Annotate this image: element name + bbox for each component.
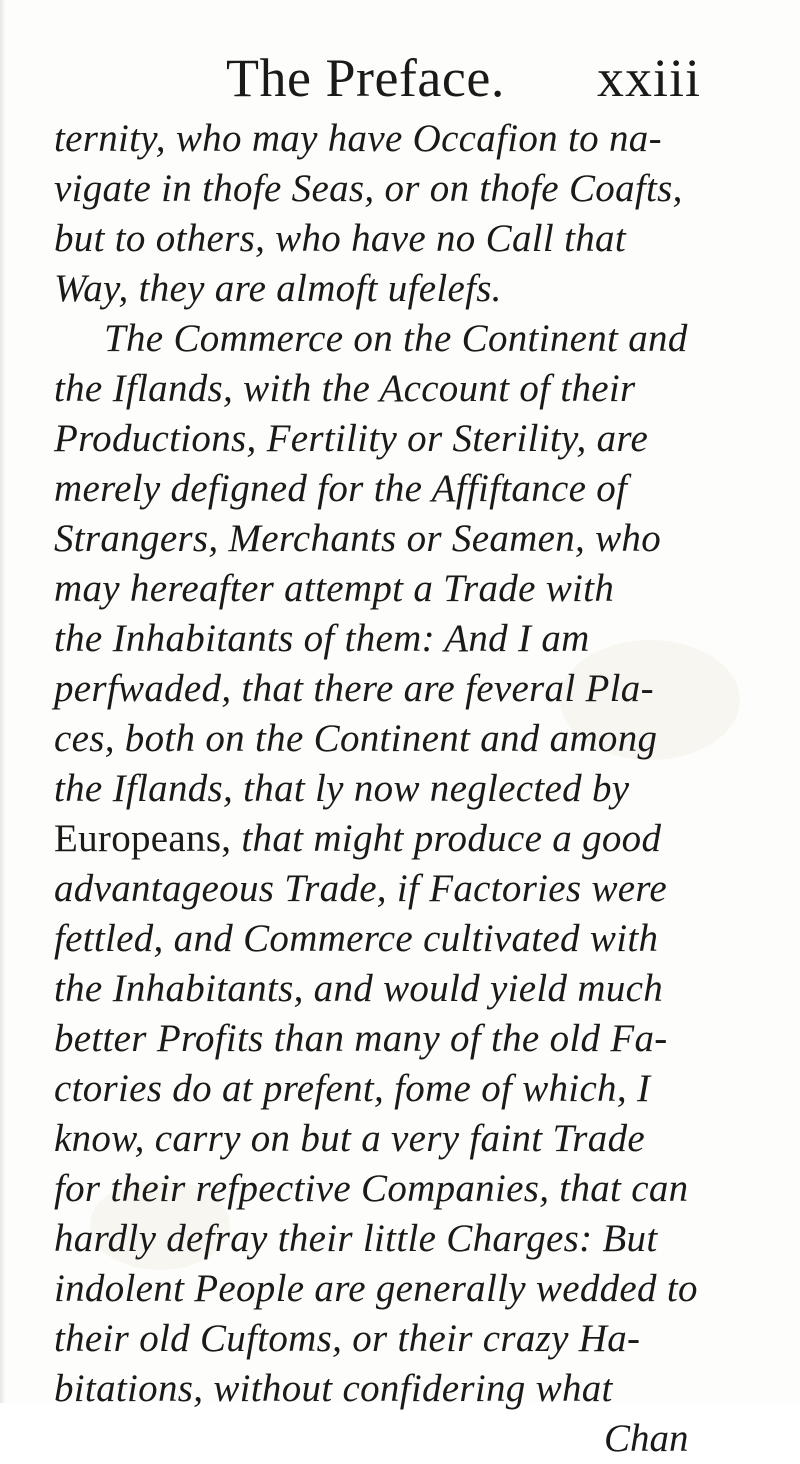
text-line: the Inhabitants, and would yield much <box>54 967 664 1010</box>
text-line: fettled, and Commerce cultivated with <box>54 917 659 960</box>
running-head <box>0 48 800 108</box>
text-line: Strangers, Merchants or Seamen, who <box>54 517 662 560</box>
text-line: hardly defray their little Charges: But <box>54 1217 658 1260</box>
text-line: the Iflands, that ly now neglected by <box>54 767 630 810</box>
text-line: the Iflands, with the Account of their <box>54 367 636 410</box>
catchword: Chan <box>604 1417 689 1460</box>
text-line: ces, both on the Continent and among <box>54 717 658 760</box>
text-line: advantageous Trade, if Factories were <box>54 867 668 910</box>
text-line: Way, they are almoft ufelefs. <box>54 267 502 310</box>
text-line: merely defigned for the Affiftance of <box>54 467 628 510</box>
text-line-mixed <box>54 814 661 864</box>
text-line: Productions, Fertility or Sterility, are <box>54 417 649 460</box>
text-line: ctories do at prefent, fome of which, I <box>54 1067 651 1110</box>
text-line: better Profits than many of the old Fa- <box>54 1017 668 1060</box>
text-line: know, carry on but a very faint Trade <box>54 1117 645 1160</box>
text-line: the Inhabitants of them: And I am <box>54 617 590 660</box>
page-gutter-shadow <box>0 0 6 1403</box>
text-line: indolent People are generally wedded to <box>54 1267 698 1310</box>
text-line: may hereafter attempt a Trade with <box>54 567 615 610</box>
text-line: bitations, without confidering what <box>54 1367 613 1410</box>
text-line: perfwaded, that there are feveral Pla- <box>54 667 654 710</box>
text-line: The Commerce on the Continent and <box>104 317 688 360</box>
running-head-title: The Preface. <box>226 48 505 108</box>
text-line: ternity, who may have Occafion to na- <box>54 117 662 160</box>
roman-word: Europeans, <box>54 817 232 860</box>
text-line: vigate in thofe Seas, or on thofe Coafts, <box>54 167 683 210</box>
page-number: xxiii <box>597 48 702 108</box>
text-line: their old Cuftoms, or their crazy Ha- <box>54 1317 641 1360</box>
text-line: but to others, who have no Call that <box>54 217 626 260</box>
text-line: for their refpective Companies, that can <box>54 1167 689 1210</box>
text-line-rest: that might produce a good <box>241 817 662 860</box>
